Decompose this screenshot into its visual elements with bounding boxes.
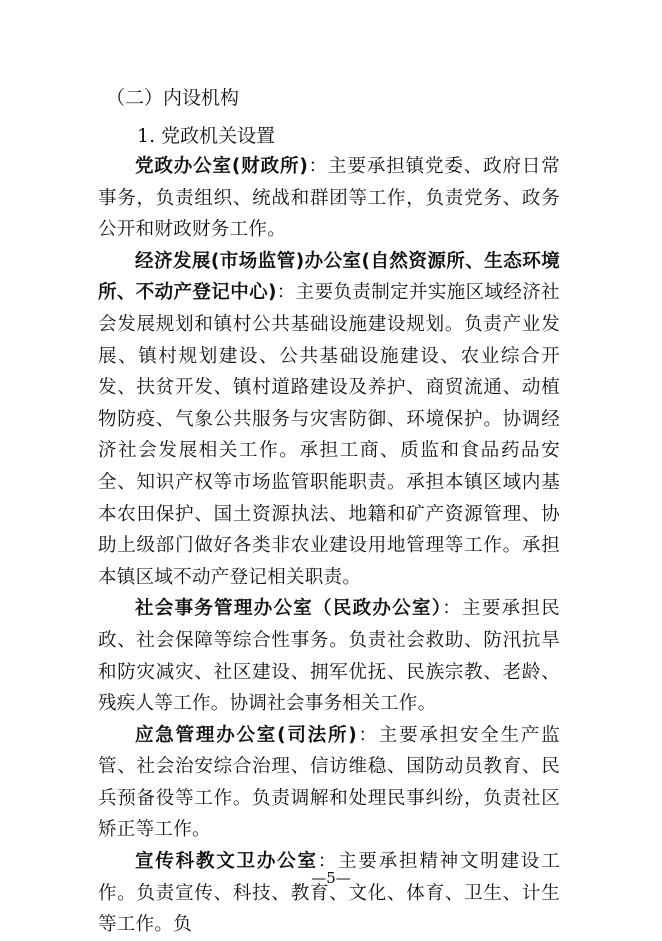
paragraph-lead: 应急管理办公室(司法所) (135, 724, 357, 746)
paragraph-lead: 经济发展(市场监管)办公室(自然资源所、生态环境所、不动产登记中心) (98, 250, 560, 304)
paragraph-party-office (98, 151, 560, 246)
paragraph-text: ：主要承担精神文明建设工作。负责宣传、科技、教育、文化、体育、卫生、计生等工作。负 (98, 851, 561, 936)
subsection-heading: 1. 党政机关设置 (137, 125, 276, 147)
paragraph-economic-office (98, 246, 560, 594)
paragraph-text: ：主要承担民政、社会保障等综合性事务。负责社会救助、防汛抗旱和防灾减灾、社区建设、拥军优抚、民族宗教、老龄、残疾人等工作。协调社会事务相关工作。 (98, 598, 560, 715)
paragraph-lead: 党政办公室(财政所) (135, 156, 309, 177)
section-heading: （二）内设机构 (106, 87, 240, 109)
paragraph-social-affairs-office (98, 593, 560, 719)
page-number: —5— (311, 869, 351, 887)
body-text (98, 151, 560, 941)
paragraph-text: ：主要负责制定并实施区域经济社会发展规划和镇村公共基础设施建设规划。负责产业发展、镇村规划建设、公共基础设施建设、农业综合开发、扶贫开发、镇村道路建设及养护、商贸流通、动植物防疫、气象公共服务与灾害防御、环境保护。协调经济社会发展相关工作。承担工商、质监和食品药品安全、知识产权等市场监管职能职责。承担本镇区域内基本农田保护、国土资源执法、地籍和矿产资源管理、协助上级部门做好各类非农业建设用地管理等工作。承担本镇区域不动产登记相关职责。 (98, 282, 560, 588)
paragraph-text: ：主要承担镇党委、政府日常事务，负责组织、统战和群团等工作，负责党务、政务公开和财政财务工作。 (98, 156, 560, 241)
paragraph-lead: 宣传科教文卫办公室 (135, 851, 318, 873)
paragraph-text: ：主要承担安全生产监管、社会治安综合治理、信访维稳、国防动员教育、民兵预备役等工作。负责调解和处理民事纠纷，负责社区矫正等工作。 (98, 724, 560, 841)
paragraph-publicity-office (98, 846, 560, 941)
paragraph-emergency-office (98, 720, 560, 846)
paragraph-lead: 社会事务管理办公室（民政办公室） (135, 598, 443, 620)
